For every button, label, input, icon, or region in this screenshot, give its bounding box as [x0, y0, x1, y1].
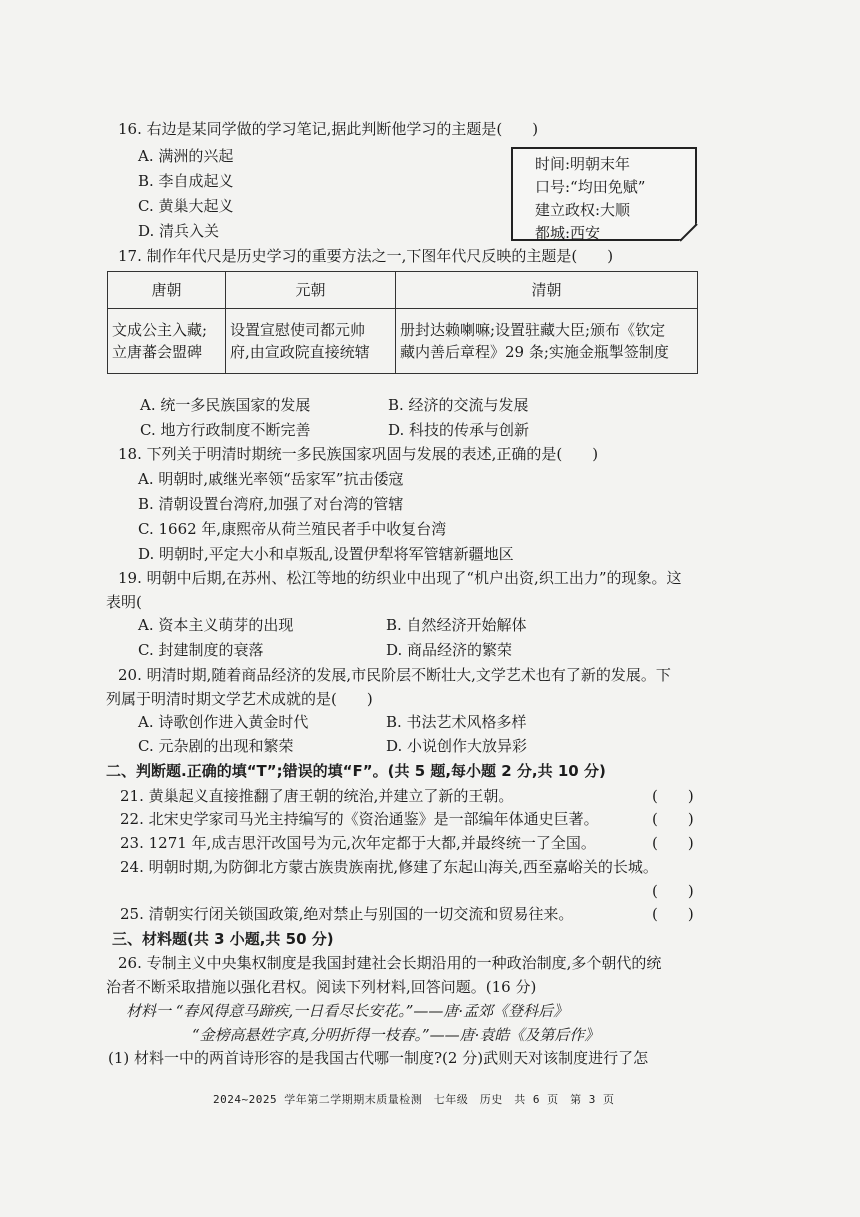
judge-answer-23: ( ) [652, 834, 694, 852]
q18-option-b: B. 清朝设置台湾府,加强了对台湾的管辖 [138, 495, 404, 513]
q18-option-c: C. 1662 年,康熙帝从荷兰殖民者手中收复台湾 [138, 520, 447, 538]
q19-option-a: A. 资本主义萌芽的出现 [138, 616, 294, 634]
note-line-capital: 都城:西安 [535, 224, 601, 242]
timeline-cell-yuan: 设置宣慰使司都元帅 府,由宣政院直接统辖 [226, 309, 396, 374]
q17-option-b: B. 经济的交流与发展 [388, 396, 529, 414]
q20-option-b: B. 书法艺术风格多样 [386, 713, 527, 731]
q16-option-a: A. 满洲的兴起 [138, 147, 234, 165]
q19-option-d: D. 商品经济的繁荣 [386, 641, 513, 659]
q20-option-d: D. 小说创作大放异彩 [386, 737, 528, 755]
judge-item-21: 21. 黄巢起义直接推翻了唐王朝的统治,并建立了新的王朝。 [120, 787, 514, 805]
q18-stem: 18. 下列关于明清时期统一多民族国家巩固与发展的表述,正确的是( ) [118, 445, 599, 463]
timeline-cell-qing: 册封达赖喇嘛;设置驻藏大臣;颁布《钦定 藏内善后章程》29 条;实施金瓶掣签制度 [396, 309, 698, 374]
study-note-card [511, 147, 697, 241]
q17-option-d: D. 科技的传承与创新 [388, 421, 530, 439]
page-footer: 2024~2025 学年第二学期期末质量检测 七年级 历史 共 6 页 第 3 页 [213, 1093, 615, 1106]
q17-option-c: C. 地方行政制度不断完善 [140, 421, 311, 439]
q16-option-c: C. 黄巢大起义 [138, 197, 234, 215]
judge-item-22: 22. 北宋史学家司马光主持编写的《资治通鉴》是一部编年体通史巨著。 [120, 810, 599, 828]
judge-answer-21: ( ) [652, 787, 694, 805]
judge-item-25: 25. 清朝实行闭关锁国政策,绝对禁止与别国的一切交流和贸易往来。 [120, 905, 574, 923]
material1-poem2: “金榜高悬姓字真,分明折得一枝春。”——唐·袁皓《及第后作》 [192, 1026, 600, 1044]
timeline-header-yuan: 元朝 [226, 272, 396, 309]
judge-answer-24: ( ) [652, 882, 694, 900]
q18-option-d: D. 明朝时,平定大小和卓叛乱,设置伊犁将军管辖新疆地区 [138, 545, 514, 563]
judge-answer-25: ( ) [652, 905, 694, 923]
q20-stem-line2: 列属于明清时期文学艺术成就的是( ) [106, 690, 373, 708]
timeline-table [107, 271, 698, 374]
section2-heading: 二、判断题.正确的填“T”;错误的填“F”。(共 5 题,每小题 2 分,共 10 分) [106, 762, 606, 780]
timeline-header-tang: 唐朝 [108, 272, 226, 309]
q17-option-a: A. 统一多民族国家的发展 [140, 396, 311, 414]
judge-item-23: 23. 1271 年,成吉思汗改国号为元,次年定都于大都,并最终统一了全国。 [120, 834, 596, 852]
timeline-header-qing: 清朝 [396, 272, 698, 309]
judge-answer-22: ( ) [652, 810, 694, 828]
q26-stem-line2: 治者不断采取措施以强化君权。阅读下列材料,回答问题。(16 分) [106, 978, 537, 996]
material1-poem1: 材料一 “春风得意马蹄疾,一日看尽长安花。”——唐·孟郊《登科后》 [126, 1002, 569, 1020]
note-line-regime: 建立政权:大顺 [535, 201, 631, 219]
q26-stem-line1: 26. 专制主义中央集权制度是我国封建社会长期沿用的一种政治制度,多个朝代的统 [118, 954, 662, 972]
q20-option-a: A. 诗歌创作进入黄金时代 [138, 713, 309, 731]
q26-sub1: (1) 材料一中的两首诗形容的是我国古代哪一制度?(2 分)武则天对该制度进行了怎 [108, 1049, 649, 1067]
q18-option-a: A. 明朝时,戚继光率领“岳家军”抗击倭寇 [138, 470, 404, 488]
q16-option-d: D. 清兵入关 [138, 222, 220, 240]
q17-stem: 17. 制作年代尺是历史学习的重要方法之一,下图年代尺反映的主题是( ) [118, 247, 614, 265]
q19-stem-line2: 表明( [106, 593, 142, 611]
q19-stem-line1: 19. 明朝中后期,在苏州、松江等地的纺织业中出现了“机户出资,织工出力”的现象。这 [118, 569, 682, 587]
section3-heading: 三、材料题(共 3 小题,共 50 分) [112, 930, 334, 948]
q20-stem-line1: 20. 明清时期,随着商品经济的发展,市民阶层不断壮大,文学艺术也有了新的发展。下 [118, 666, 671, 684]
q16-option-b: B. 李自成起义 [138, 172, 234, 190]
q20-option-c: C. 元杂剧的出现和繁荣 [138, 737, 294, 755]
q19-option-b: B. 自然经济开始解体 [386, 616, 527, 634]
q19-option-c: C. 封建制度的衰落 [138, 641, 264, 659]
q16-stem: 16. 右边是某同学做的学习笔记,据此判断他学习的主题是( ) [118, 120, 539, 138]
judge-item-24: 24. 明朝时期,为防御北方蒙古族贵族南扰,修建了东起山海关,西至嘉峪关的长城。 [120, 858, 658, 876]
note-line-time: 时间:明朝末年 [535, 155, 631, 173]
note-line-slogan: 口号:“均田免赋” [535, 178, 646, 196]
timeline-cell-tang: 文成公主入藏; 立唐蕃会盟碑 [108, 309, 226, 374]
